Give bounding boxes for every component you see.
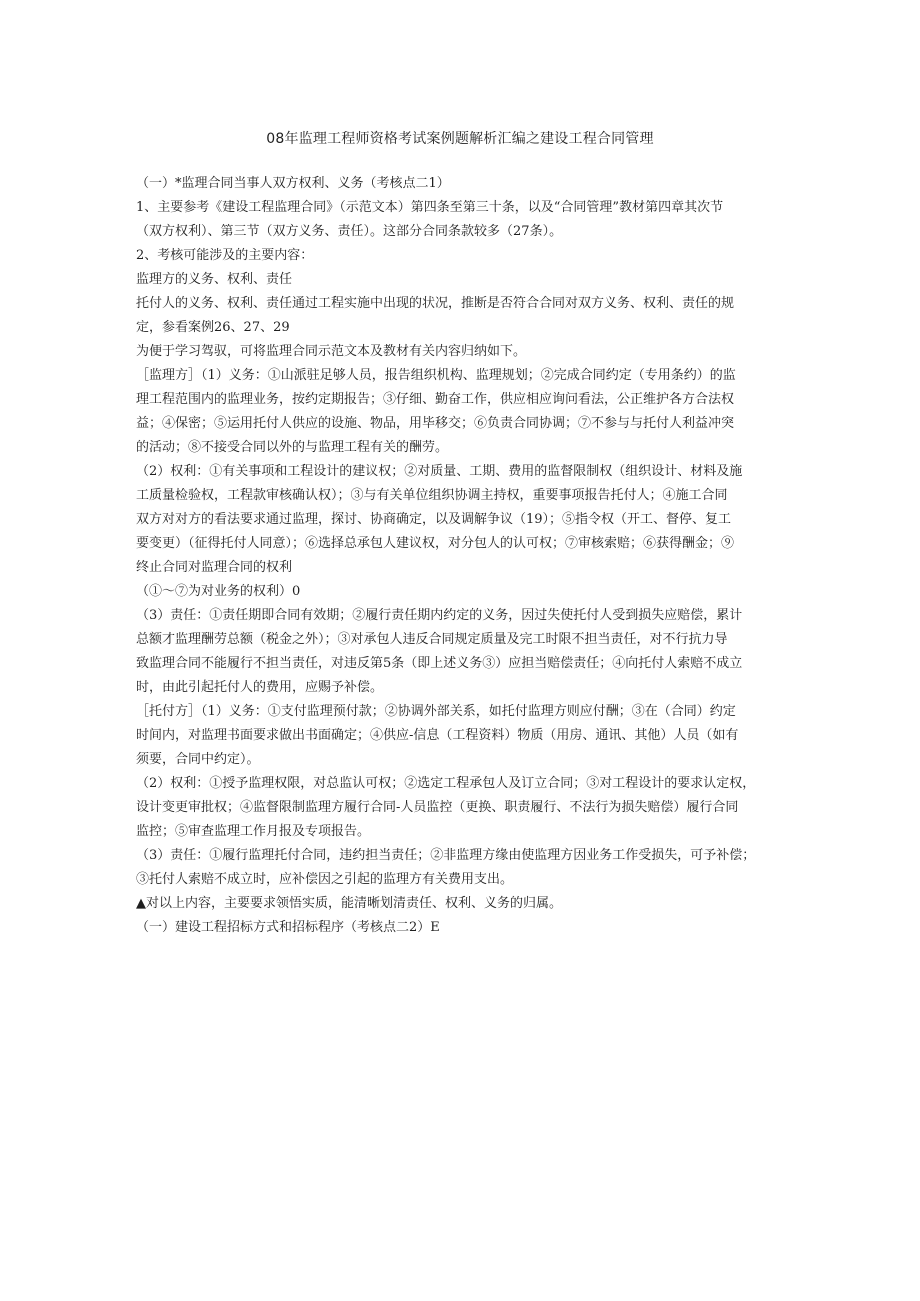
- text-line: [136, 727, 786, 745]
- text-line: [136, 799, 786, 817]
- text-segment: 的活动；⑧不接受合同以外的与监理工程有关的酬劳。: [136, 440, 449, 455]
- text-line: [136, 847, 786, 865]
- text-segment: 监理方的义务、权利、责任: [136, 272, 293, 287]
- text-segment: ，累计: [703, 608, 743, 623]
- text-line: [136, 703, 786, 721]
- text-segment: 赔偿: [547, 656, 574, 671]
- text-segment: （3）责任：①责任期即合同有效期；②履行责任期内约定的义务，因过失使托付人受到损失应: [136, 608, 678, 623]
- text-segment: （一）建设工程招标方式和招标程序（考核点二2）E: [136, 920, 440, 935]
- text-segment: 监控；⑤审查监理工作月报及专项报告。: [136, 824, 371, 839]
- text-segment: 须要，合同中约定）。: [136, 752, 260, 767]
- text-line: [136, 343, 786, 361]
- text-line: [136, 271, 786, 289]
- text-segment: 第三节: [220, 224, 260, 239]
- text-segment: 定，参看案例26、27、29: [136, 320, 290, 335]
- text-line: [136, 415, 786, 433]
- document-title: 08年监理工程师资格考试案例题解析汇编之建设工程合同管理: [266, 131, 654, 147]
- text-segment: 理工程范围内的监理业务，按约定期报告；③仔细、勤奋工作，供应相应询问看法，公正维护各方合法权: [136, 392, 735, 407]
- text-line: [136, 655, 786, 673]
- text-segment: 2、考核可能涉及的主要内容：: [136, 248, 314, 263]
- document-body: [136, 175, 786, 943]
- text-segment: （3）责任：①履行监理托付合同，违约担当责任；②非监理方缘由使监理方因业务工作受损失，可予补偿；: [136, 848, 756, 863]
- text-line: [136, 631, 786, 649]
- text-segment: ③托付人索赔不成立时，应补偿因之引起的监理方有关费用支出。: [136, 872, 514, 887]
- text-segment: 时间内，对监理书面要求做出书面确定；④供应-信息（工程资料）物质（用房、通讯、其他）人员（如有: [136, 728, 739, 743]
- text-segment: ①山派驻足够人员，报告组织机构、监理规划；: [267, 368, 541, 383]
- text-segment: 双方对对方的看法要求通过监理，探讨、协商确定，以及调解争议（19）；⑤指令权（开工、督停、复工: [136, 512, 732, 527]
- text-line: [136, 679, 786, 697]
- text-line: [136, 751, 786, 769]
- text-segment: 时，由此引起托付人的费用，应赐予补偿。: [136, 680, 384, 695]
- text-line: [136, 535, 786, 553]
- text-line: [136, 607, 786, 625]
- text-segment: ▲对以上内容，主要要求领悟实质，能清晰划清责任、权利、义务的归属。: [136, 896, 562, 911]
- text-line: [136, 367, 786, 385]
- text-segment: 1、主要参考《建设工程监理合同》（示范文本）第四条至第三十条，以及“合同管理”教材第四章其次节: [136, 200, 724, 215]
- text-segment: 工质量检验权，工程款审核确认权）；③与有关单位组织协调主持权，重要事项报告托付人；④施工合同: [136, 488, 728, 503]
- text-segment: （双方义务、责任）。这部分合同条款较多（27条）。: [259, 224, 563, 239]
- text-line: [136, 775, 786, 793]
- text-line: [136, 511, 786, 529]
- text-line: [136, 919, 786, 937]
- text-segment: 终止合同对监理合同的权利: [136, 560, 293, 575]
- text-line: [136, 895, 786, 913]
- text-line: [136, 463, 786, 481]
- text-segment: 设计变更审批权；④监督限制监理方履行合同-人员监控（更换、职责履行、不法行为损失赔偿）履行合同: [136, 800, 739, 815]
- text-line: [136, 223, 786, 241]
- text-segment: ［托付方］（1）义务：①支付监理预付款；②协调外部关系，如托付监理方则应付酬；③在（合同）约定: [136, 704, 736, 719]
- text-segment: 要变更）（征得托付人同意）；⑥选择总承包人建议权，对分包人的认可权；⑦审核索赔；: [136, 536, 644, 551]
- text-segment: 托付人的义务、权利、责任通过工程实施中出现的状况，推断是否符合合同对双方义务、权利、责任的规: [136, 296, 735, 311]
- text-line: [136, 439, 786, 457]
- text-segment: （2）权利：①授予监理权限，对总监认可权；②选定工程承包人及订立合同；③对工程设计的要求认定权，: [136, 776, 756, 791]
- text-segment: 致监理合同不能履行不担当责任，对违反第5条（即上述义务③）应担当: [136, 656, 548, 671]
- text-segment: 为便于学习驾驭，可将监理合同示范文本及教材有关内容归纳如下。: [136, 344, 527, 359]
- text-segment: 责任；④向托付人索赔不成立: [573, 656, 743, 671]
- text-line: [136, 823, 786, 841]
- text-line: [136, 487, 786, 505]
- text-line: [136, 871, 786, 889]
- text-line: [136, 391, 786, 409]
- text-segment: 赔偿: [677, 608, 704, 623]
- text-line: [136, 295, 786, 313]
- text-segment: 总额才监理酬劳总额（税金之外）；③对承包人违反合同规定质量及完工时限不担当责任，对不行抗力导: [136, 632, 728, 647]
- text-line: [136, 319, 786, 337]
- text-segment: ②完成合同约定（专用条约）的监: [540, 368, 736, 383]
- text-segment: （①～⑦为对业务的权利）0: [136, 584, 301, 599]
- text-segment: ⑥: [643, 536, 657, 551]
- text-line: [136, 559, 786, 577]
- text-segment: （双方权利）、: [136, 224, 221, 239]
- text-line: [136, 175, 786, 193]
- text-segment: 益；④保密；⑤运用托付人供应的设施、物品，用毕移交；⑥负责合同协调；⑦不参与与托付人利益冲突: [136, 416, 735, 431]
- text-segment: ［监理方］（1）义务：: [136, 368, 268, 383]
- text-segment: （一）*监理合同当事人双方权利、义务（考核点二1）: [136, 176, 450, 191]
- text-segment: （2）权利：①有关事项和工程设计的建议权；②对质量、工期、费用的监督限制权（组织设计、材料及施: [136, 464, 743, 479]
- text-line: [136, 199, 786, 217]
- text-line: [136, 583, 786, 601]
- text-segment: 获得酬金；⑨: [656, 536, 735, 551]
- text-line: [136, 247, 786, 265]
